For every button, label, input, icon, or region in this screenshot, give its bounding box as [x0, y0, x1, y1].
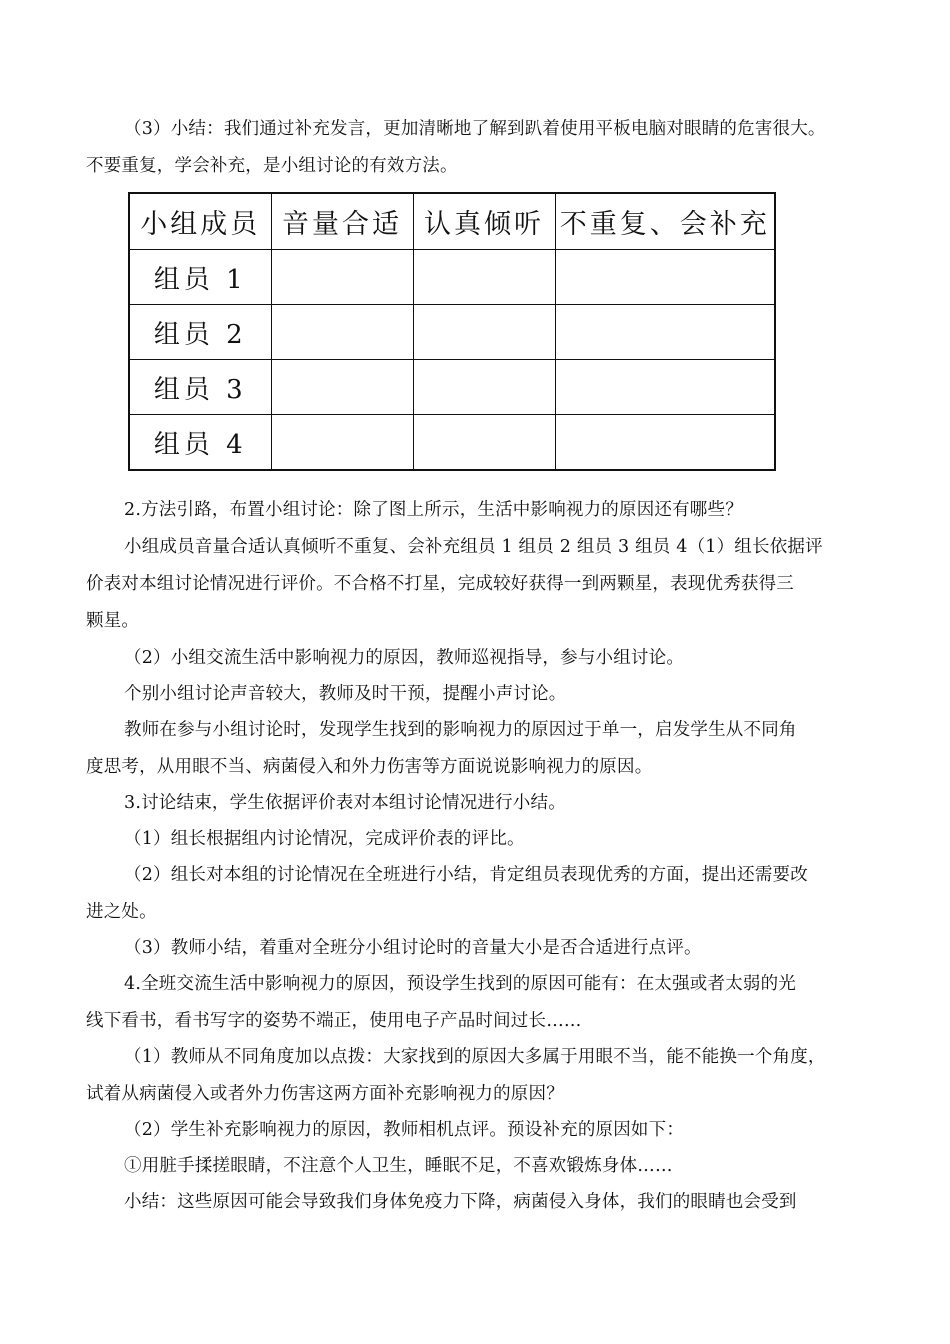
paragraph-7: 3.讨论结束，学生依据评价表对本组讨论情况进行小结。 — [124, 793, 566, 813]
table-cell — [555, 305, 775, 360]
table-header-cell: 不重复、会补充 — [555, 193, 775, 250]
paragraph-9-line-2: 进之处。 — [86, 902, 157, 922]
paragraph-12-line-1: （1）教师从不同角度加以点拨：大家找到的原因大多属于用眼不当，能不能换一个角度， — [124, 1047, 826, 1067]
paragraph-11-line-1: 4.全班交流生活中影响视力的原因，预设学生找到的原因可能有：在太强或者太弱的光 — [124, 974, 796, 994]
table-cell — [413, 305, 555, 360]
paragraph-3-line-3: 颗星。 — [86, 611, 140, 631]
table-row — [129, 415, 775, 471]
table-cell — [413, 250, 555, 305]
table-cell — [555, 250, 775, 305]
table-cell — [271, 360, 413, 415]
table-cell — [413, 415, 555, 471]
table-row — [129, 305, 775, 360]
paragraph-13: （2）学生补充影响视力的原因，教师相机点评。预设补充的原因如下： — [124, 1120, 685, 1140]
paragraph-12-line-2: 试着从病菌侵入或者外力伤害这两方面补充影响视力的原因？ — [86, 1084, 564, 1104]
table-cell-member: 组员 1 — [129, 250, 271, 305]
table-header-row — [129, 193, 775, 250]
paragraph-6-line-2: 度思考，从用眼不当、病菌侵入和外力伤害等方面说说影响视力的原因。 — [86, 757, 653, 777]
table-cell — [271, 305, 413, 360]
table-row — [129, 250, 775, 305]
table-header-cell: 音量合适 — [271, 193, 413, 250]
paragraph-15: 小结：这些原因可能会导致我们身体免疫力下降，病菌侵入身体，我们的眼睛也会受到 — [124, 1192, 797, 1212]
paragraph-5: 个别小组讨论声音较大，教师及时干预，提醒小声讨论。 — [124, 684, 567, 704]
paragraph-2: 2.方法引路，布置小组讨论：除了图上所示，生活中影响视力的原因还有哪些？ — [124, 500, 743, 520]
table-cell — [555, 415, 775, 471]
paragraph-6-line-1: 教师在参与小组讨论时，发现学生找到的影响视力的原因过于单一，启发学生从不同角 — [124, 720, 797, 740]
table-cell — [271, 250, 413, 305]
table-cell-member: 组员 3 — [129, 360, 271, 415]
intro-line-2: 不要重复，学会补充，是小组讨论的有效方法。 — [86, 156, 458, 176]
evaluation-table — [128, 192, 776, 471]
table-cell — [271, 415, 413, 471]
paragraph-4: （2）小组交流生活中影响视力的原因，教师巡视指导，参与小组讨论。 — [124, 648, 685, 668]
table-header-cell: 小组成员 — [129, 193, 271, 250]
intro-line-1: （3）小结：我们通过补充发言，更加清晰地了解到趴着使用平板电脑对眼睛的危害很大。 — [124, 119, 826, 139]
paragraph-11-line-2: 线下看书，看书写字的姿势不端正，使用电子产品时间过长…… — [86, 1011, 582, 1031]
paragraph-14: ①用脏手揉搓眼睛，不注意个人卫生，睡眠不足，不喜欢锻炼身体…… — [124, 1156, 673, 1176]
paragraph-8: （1）组长根据组内讨论情况，完成评价表的评比。 — [124, 829, 525, 849]
table-row — [129, 360, 775, 415]
table-cell-member: 组员 4 — [129, 415, 271, 471]
table-cell — [413, 360, 555, 415]
table-cell — [555, 360, 775, 415]
table-cell-member: 组员 2 — [129, 305, 271, 360]
paragraph-3-line-2: 价表对本组讨论情况进行评价。不合格不打星，完成较好获得一到两颗星，表现优秀获得三 — [86, 574, 794, 594]
table-header-cell: 认真倾听 — [413, 193, 555, 250]
paragraph-9-line-1: （2）组长对本组的讨论情况在全班进行小结，肯定组员表现优秀的方面，提出还需要改 — [124, 865, 808, 885]
paragraph-3-line-1: 小组成员音量合适认真倾听不重复、会补充组员 1 组员 2 组员 3 组员 4（1）组长依据评 — [124, 537, 823, 557]
paragraph-10: （3）教师小结，着重对全班分小组讨论时的音量大小是否合适进行点评。 — [124, 938, 702, 958]
